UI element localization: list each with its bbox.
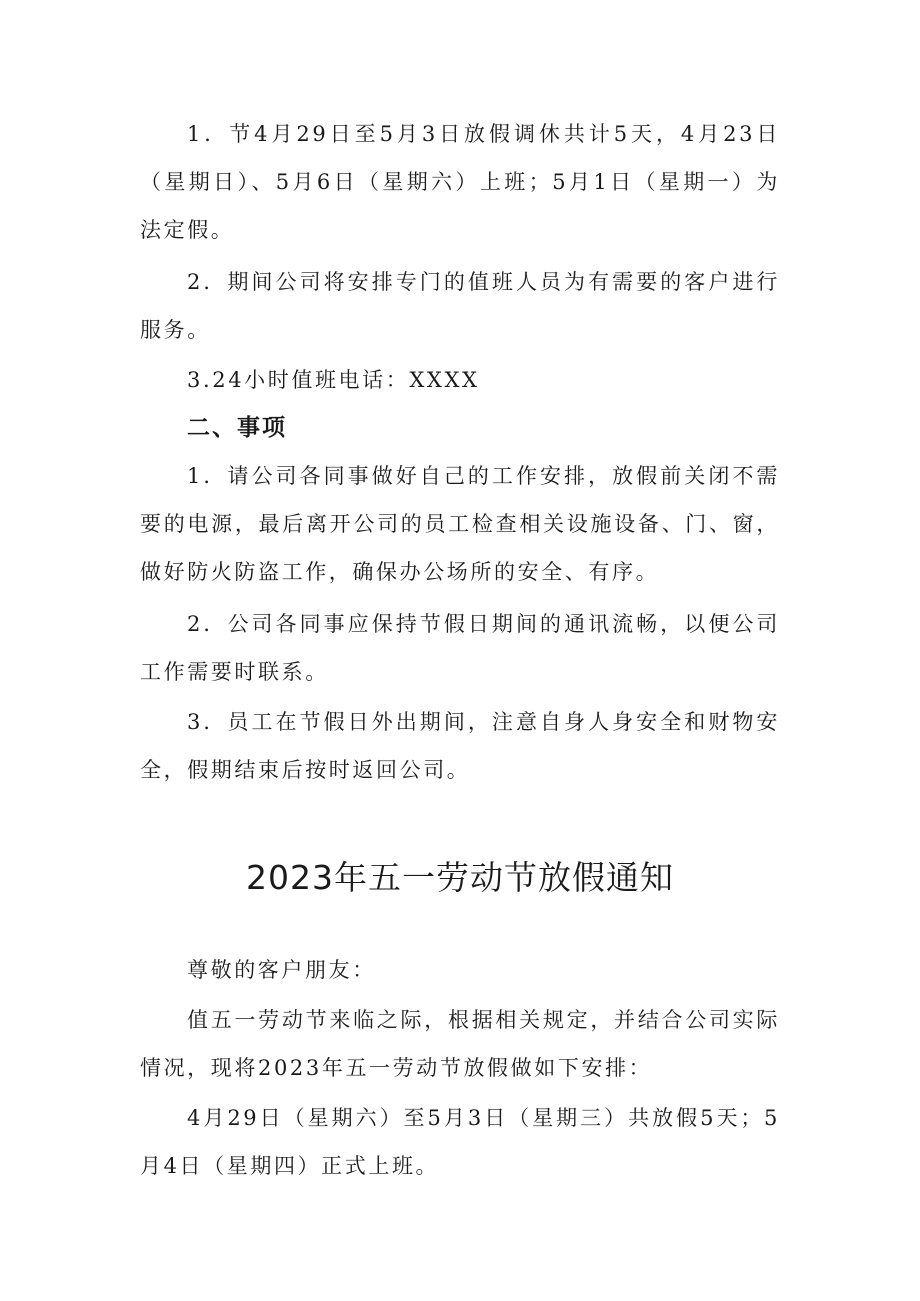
notice-title: 2023年五一劳动节放假通知 <box>246 858 674 897</box>
section-heading-matters: 二、事项 <box>187 415 287 441</box>
paragraph-duty-staff: 2．期间公司将安排专门的值班人员为有需要的客户进行服务。 <box>140 270 780 342</box>
paragraph-safety: 3．员工在节假日外出期间，注意自身人身安全和财物安全，假期结束后按时返回公司。 <box>140 710 780 782</box>
paragraph-communication: 2．公司各同事应保持节假日期间的通讯流畅，以便公司工作需要时联系。 <box>140 612 780 684</box>
paragraph-holiday-schedule: 1．节4月29日至5月3日放假调休共计5天，4月23日（星期日）、5月6日（星期六）上班；5月1日（星期一）为法定假。 <box>140 122 780 242</box>
paragraph-work-arrangement: 1．请公司各同事做好自己的工作安排，放假前关闭不需要的电源，最后离开公司的员工检查相关设施设备、门、窗，做好防火防盗工作，确保办公场所的安全、有序。 <box>140 464 780 584</box>
salutation: 尊敬的客户朋友： <box>187 958 376 982</box>
paragraph-schedule: 4月29日（星期六）至5月3日（星期三）共放假5天；5月4日（星期四）正式上班。 <box>140 1106 780 1178</box>
paragraph-duty-phone: 3.24小时值班电话：XXXX <box>187 368 480 392</box>
paragraph-intro: 值五一劳动节来临之际，根据相关规定，并结合公司实际情况，现将2023年五一劳动节放假做如下安排： <box>140 1008 780 1080</box>
